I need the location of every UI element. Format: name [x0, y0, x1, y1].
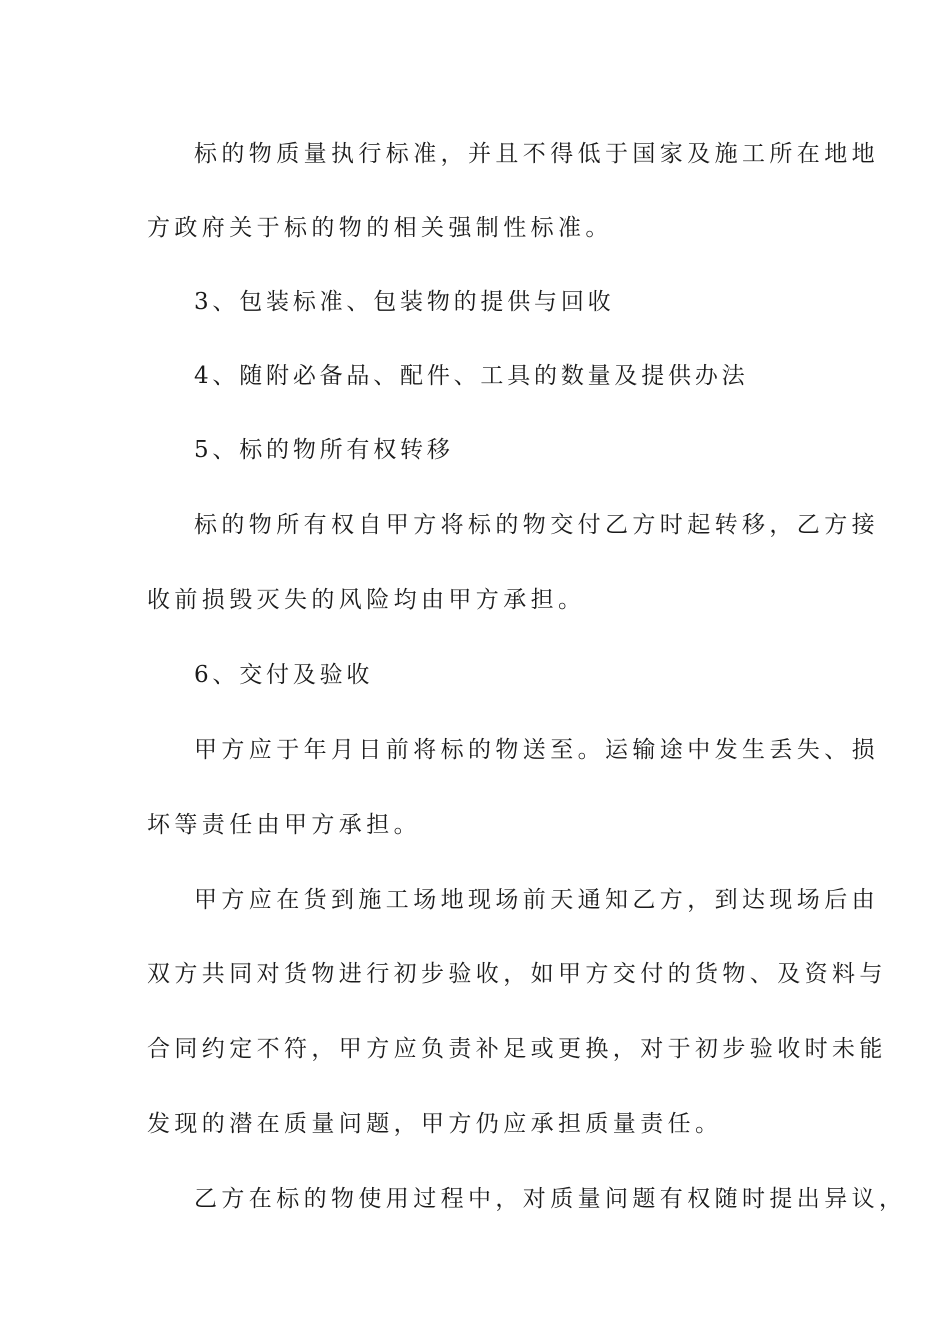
section-heading: 6、交付及验收	[194, 662, 374, 688]
paragraph-line: 坏等责任由甲方承担。	[147, 812, 421, 838]
paragraph-line: 合同约定不符，甲方应负责补足或更换，对于初步验收时未能	[147, 1036, 887, 1062]
section-heading: 5、标的物所有权转移	[194, 437, 454, 463]
paragraph-line: 乙方在标的物使用过程中，对质量问题有权随时提出异议，	[194, 1186, 907, 1212]
paragraph-line: 双方共同对货物进行初步验收，如甲方交付的货物、及资料与	[147, 961, 887, 987]
paragraph-line: 甲方应于年月日前将标的物送至。运输途中发生丢失、损	[194, 737, 879, 763]
section-heading: 3、包装标准、包装物的提供与回收	[194, 289, 615, 315]
paragraph-line: 发现的潜在质量问题，甲方仍应承担质量责任。	[147, 1111, 723, 1137]
paragraph-line: 标的物质量执行标准，并且不得低于国家及施工所在地地	[194, 141, 879, 167]
paragraph-line: 收前损毁灭失的风险均由甲方承担。	[147, 587, 586, 613]
paragraph-line: 甲方应在货到施工场地现场前天通知乙方，到达现场后由	[194, 887, 879, 913]
paragraph-line: 标的物所有权自甲方将标的物交付乙方时起转移，乙方接	[194, 512, 879, 538]
paragraph-line: 方政府关于标的物的相关强制性标准。	[147, 215, 613, 241]
section-heading: 4、随附必备品、配件、工具的数量及提供办法	[194, 363, 749, 389]
